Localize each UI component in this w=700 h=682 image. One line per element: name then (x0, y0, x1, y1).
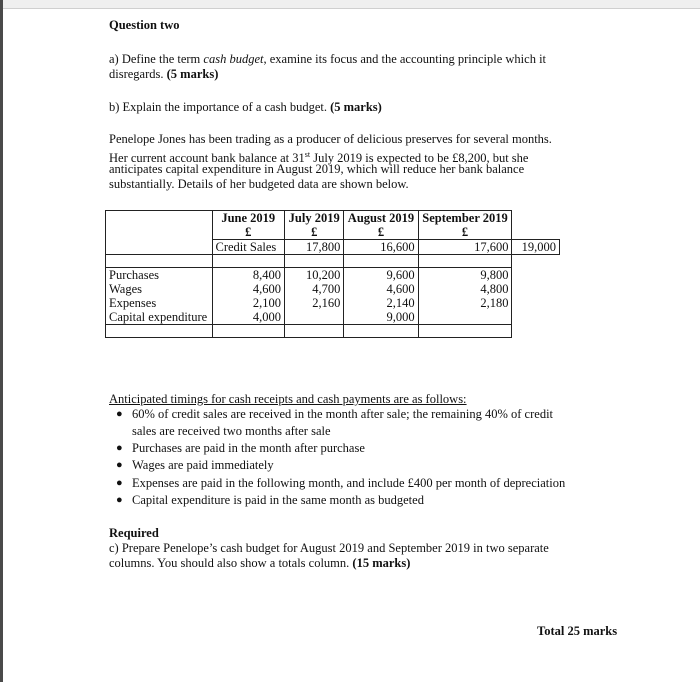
spacer-row (106, 255, 560, 268)
bullet-item: ● Capital expenditure is paid in the same month as budgeted (116, 493, 424, 507)
scenario-line1: Penelope Jones has been trading as a producer of delicious preserves for several months. (109, 132, 552, 146)
bullet-item: ● Purchases are paid in the month after purchase (116, 441, 365, 455)
table-cell: 17,600 (418, 240, 512, 255)
part-b (109, 100, 382, 115)
bullet-dot-icon: ● (116, 459, 123, 471)
bullet-item: ● 60% of credit sales are received in the month after sale; the remaining 40% of credit (116, 407, 554, 421)
header-month: September 2019 £ (418, 211, 512, 240)
row-label: Credit Sales (212, 240, 285, 255)
part-a-marks: (5 marks) (166, 67, 219, 81)
scenario-line2-b: July 2019 is expected to be £8,200, but she (310, 151, 529, 166)
part-b-text: b) Explain the importance of a cash budget. (109, 100, 331, 114)
table-header-row (106, 211, 560, 240)
bullet-dot-icon: ● (116, 477, 123, 489)
bullet-item: ● Wages are paid immediately (116, 458, 274, 472)
timings-heading: Anticipated timings for cash receipts and cash payments are as follows: (109, 392, 467, 406)
part-a-rest: , examine its focus and the accounting principle which it (263, 52, 547, 66)
scenario-line2-a: Her current account bank balance at 31 (109, 151, 305, 166)
scenario-line2-sup: st (304, 150, 311, 159)
table-cell: 8,400 4,600 2,100 4,000 (212, 268, 285, 325)
part-a-line2-text: disregards. (109, 67, 167, 81)
bullet-dot-icon: ● (116, 442, 123, 454)
table-cell: 9,800 4,800 2,180 (418, 268, 512, 325)
table-cell: 19,000 (512, 240, 560, 255)
header-month: July 2019 £ (285, 211, 344, 240)
bullet-item: ● Expenses are paid in the following month, and include £400 per month of depreciation (116, 476, 566, 490)
required-line1: c) Prepare Penelope’s cash budget for August 2019 and September 2019 in two separate (109, 541, 549, 555)
bullet-continuation: sales are received two months after sale (132, 424, 331, 438)
payments-row (106, 268, 560, 325)
required-marks: (15 marks) (352, 556, 411, 570)
part-a-prefix: a) Define the term (109, 52, 204, 66)
question-title: Question two (109, 18, 180, 32)
table-cell: 9,600 4,600 2,140 9,000 (344, 268, 418, 325)
header-month: June 2019 £ (212, 211, 285, 240)
bottom-spacer-row (106, 325, 560, 338)
part-b-marks: (5 marks) (330, 100, 382, 114)
required-heading: Required (109, 526, 159, 540)
total-marks: Total 25 marks (537, 624, 618, 638)
bullet-dot-icon: ● (116, 408, 123, 420)
part-a-line2 (109, 67, 218, 82)
table-cell: 17,800 (285, 240, 344, 255)
table-cell: 16,600 (344, 240, 418, 255)
scenario-line4: substantially. Details of her budgeted data are shown below. (109, 177, 409, 191)
budget-data-table (105, 210, 560, 338)
part-a-line1 (109, 52, 546, 67)
required-line2: columns. You should also show a totals column. (15 marks) (109, 556, 411, 570)
header-month: August 2019 £ (344, 211, 418, 240)
bullet-dot-icon: ● (116, 494, 123, 506)
row-labels: Purchases Wages Expenses Capital expenditure (106, 268, 213, 325)
scenario-line3: anticipates capital expenditure in August 2019, which will reduce her bank balance (109, 162, 525, 176)
part-a-term: cash budget (203, 52, 264, 66)
table-cell: 10,200 4,700 2,160 (285, 268, 344, 325)
header-empty-cell (106, 211, 213, 255)
